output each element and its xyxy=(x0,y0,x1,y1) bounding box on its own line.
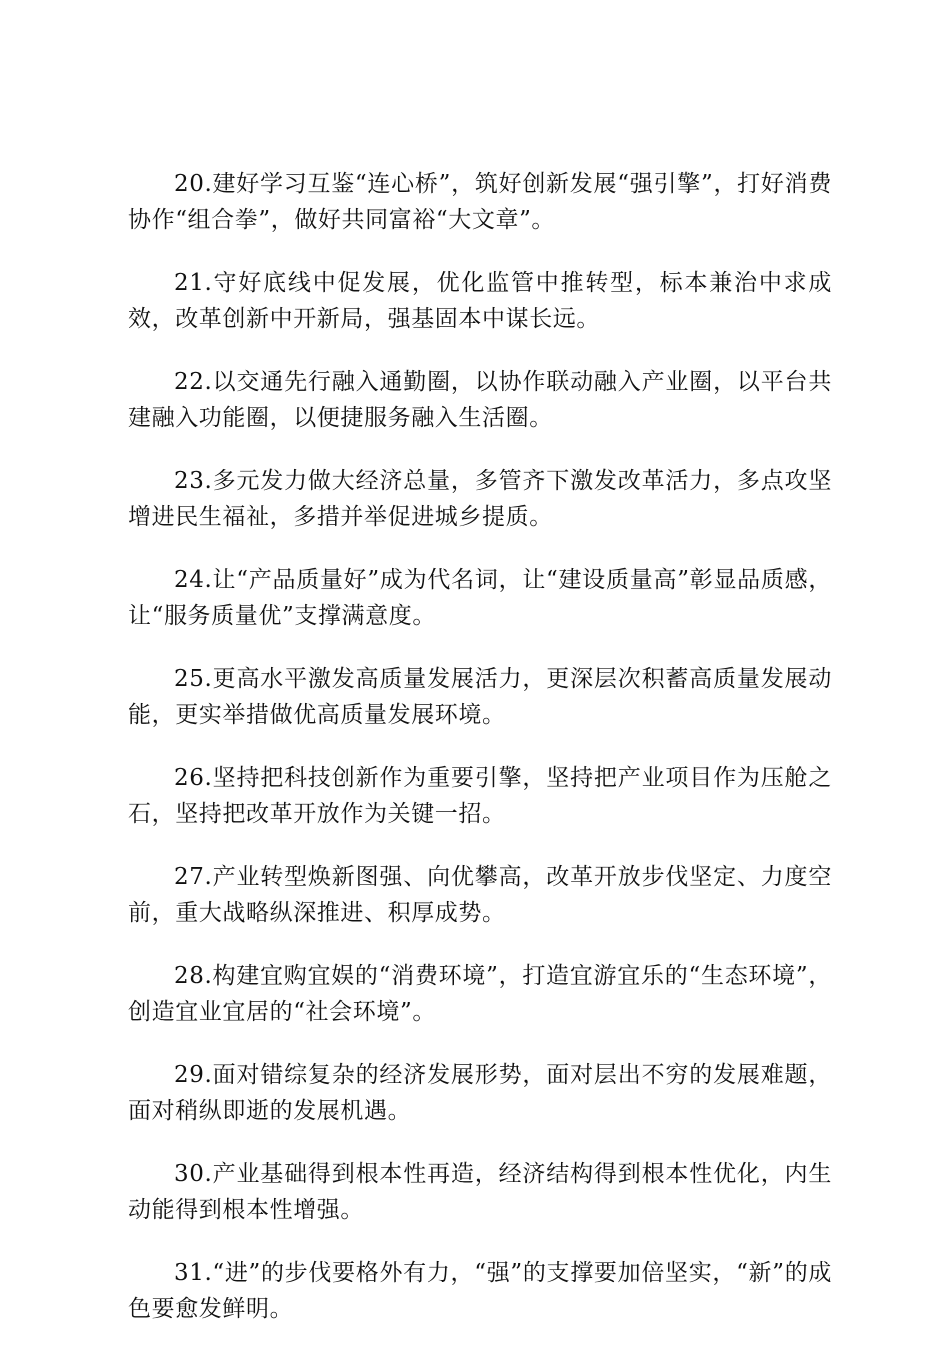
paragraph-25: 25.更高水平激发高质量发展活力，更深层次积蓄高质量发展动能，更实举措做优高质量发展环境。 xyxy=(128,666,832,728)
paragraph-31: 31.“进”的步伐要格外有力，“强”的支撑要加倍坚实，“新”的成色要愈发鲜明。 xyxy=(128,1260,832,1322)
paragraph-28: 28.构建宜购宜娱的“消费环境”，打造宜游宜乐的“生态环境”，创造宜业宜居的“社会环境”。 xyxy=(128,963,832,1025)
paragraph-27: 27.产业转型焕新图强、向优攀高，改革开放步伐坚定、力度空前，重大战略纵深推进、积厚成势。 xyxy=(128,864,832,926)
paragraph-29: 29.面对错综复杂的经济发展形势，面对层出不穷的发展难题，面对稍纵即逝的发展机遇。 xyxy=(128,1062,832,1124)
paragraph-30: 30.产业基础得到根本性再造，经济结构得到根本性优化，内生动能得到根本性增强。 xyxy=(128,1161,832,1223)
paragraph-24: 24.让“产品质量好”成为代名词，让“建设质量高”彰显品质感，让“服务质量优”支撑满意度。 xyxy=(128,567,832,629)
document-body xyxy=(128,166,832,1354)
paragraph-22: 22.以交通先行融入通勤圈，以协作联动融入产业圈，以平台共建融入功能圈，以便捷服务融入生活圈。 xyxy=(128,369,832,431)
paragraph-20: 20.建好学习互鉴“连心桥”，筑好创新发展“强引擎”，打好消费协作“组合拳”，做好共同富裕“大文章”。 xyxy=(128,171,832,233)
paragraph-26: 26.坚持把科技创新作为重要引擎，坚持把产业项目作为压舱之石，坚持把改革开放作为关键一招。 xyxy=(128,765,832,827)
paragraph-23: 23.多元发力做大经济总量，多管齐下激发改革活力，多点攻坚增进民生福祉，多措并举促进城乡提质。 xyxy=(128,468,832,530)
paragraph-21: 21.守好底线中促发展，优化监管中推转型，标本兼治中求成效，改革创新中开新局，强基固本中谋长远。 xyxy=(128,270,832,332)
